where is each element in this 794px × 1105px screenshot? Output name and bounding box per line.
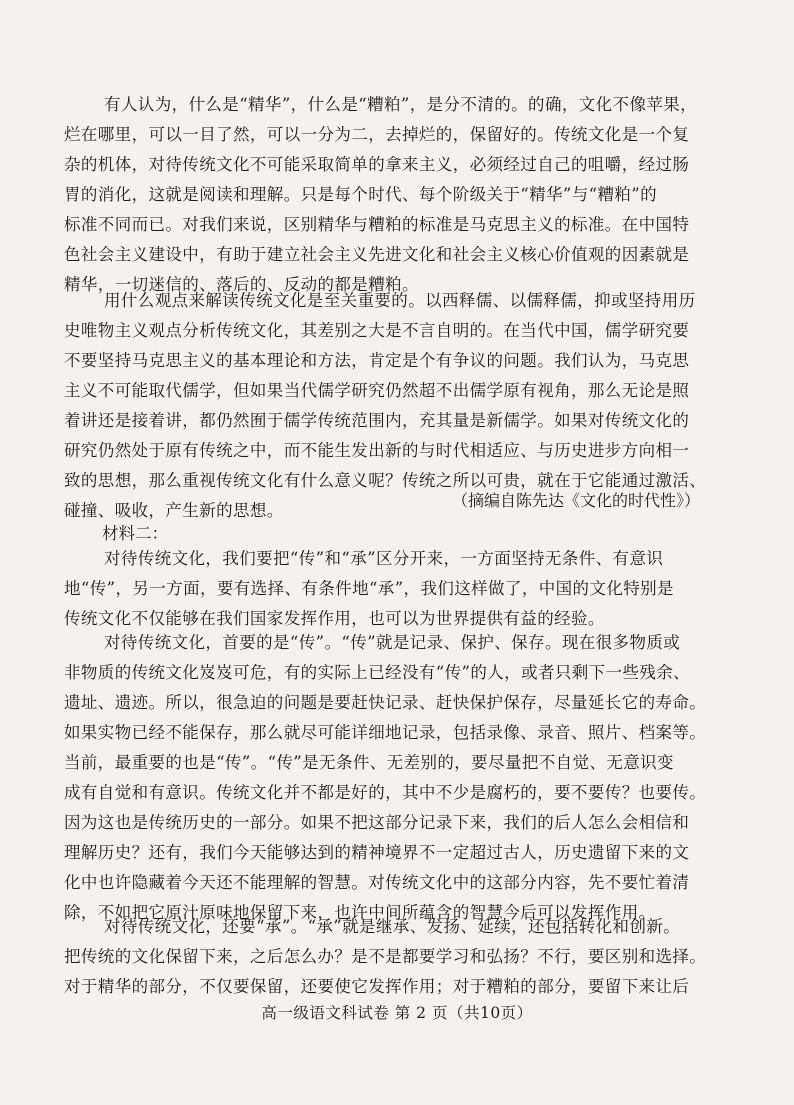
- text-line: 地“传”，另一方面，要有选择、有条件地“承”，我们这样做了，中国的文化特别是: [64, 579, 674, 598]
- page-footer: 高一级语文科试卷 第 2 页（共10页）: [261, 1004, 533, 1022]
- material-two-heading: 材料二：: [102, 524, 168, 543]
- text-line: 着讲还是接着讲，都仍然囿于儒学传统范围内，充其量是新儒学。如果对传统文化的: [64, 411, 690, 430]
- text-line: 杂的机体，对待传统文化不可能采取简单的拿来主义，必须经过自己的咀嚼，经过肠: [64, 155, 690, 174]
- text-line: 研究仍然处于原有传统之中，而不能生发出新的与时代相适应、与历史进步方向相一: [64, 441, 690, 460]
- text-line: 化中也许隐藏着今天还不能理解的智慧。对传统文化中的这部分内容，先不要忙着清: [64, 873, 690, 892]
- text-line: 成有自觉和有意识。传统文化并不都是好的，其中不少是腐朽的，要不要传？也要传。: [64, 783, 707, 802]
- text-line: 对待传统文化，我们要把“传”和“承”区分开来，一方面坚持无条件、有意识: [104, 549, 664, 568]
- paragraph-5: [64, 916, 707, 1006]
- text-line: 对待传统文化，还要“承”。“承”就是继承、发扬、延续，还包括转化和创新。: [104, 917, 681, 936]
- text-line: 标准不同而已。对我们来说，区别精华与糟粕的标准是马克思主义的标准。在中国特: [64, 215, 690, 234]
- text-line: 用什么观点来解读传统文化是至关重要的。以西释儒、以儒释儒，抑或坚持用历: [104, 291, 696, 310]
- text-line: 胃的消化，这就是阅读和理解。只是每个时代、每个阶级关于“精华”与“糟粕”的: [64, 185, 658, 204]
- text-line: 史唯物主义观点分析传统文化，其差别之大是不言自明的。在当代中国，儒学研究要: [64, 321, 690, 340]
- text-line: 有人认为，什么是“精华”，什么是“糟粕”，是分不清的。的确，文化不像苹果，: [104, 95, 698, 114]
- paragraph-3: [64, 548, 674, 638]
- text-line: 色社会主义建设中，有助于建立社会主义先进文化和社会主义核心价值观的因素就是: [64, 245, 690, 264]
- text-line: 对待传统文化，首要的是“传”。“传”就是记录、保护、保存。现在很多物质或: [104, 633, 681, 652]
- text-line: 主义不可能取代儒学，但如果当代儒学研究仍然超不出儒学原有视角，那么无论是照: [64, 381, 690, 400]
- text-line: 除，不如把它原汁原味地保留下来，也许中间所蕴含的智慧今后可以发挥作用。: [64, 903, 656, 922]
- text-line: 因为这也是传统历史的一部分。如果不把这部分记录下来，我们的后人怎么会相信和: [64, 813, 690, 832]
- text-line: 把传统的文化保留下来，之后怎么办？是不是都要学习和弘扬？不行，要区别和选择。: [64, 947, 707, 966]
- source-citation: （摘编自陈先达《文化的时代性》）: [451, 491, 700, 510]
- text-line: 精华，一切迷信的、落后的、反动的都是糟粕。: [64, 275, 419, 294]
- text-line: 不要坚持马克思主义的基本理论和方法，肯定是个有争议的问题。我们认为，马克思: [64, 351, 690, 370]
- text-line: 致的思想，那么重视传统文化有什么意义呢？传统之所以可贵，就在于它能通过激活、: [64, 471, 707, 490]
- paragraph-4: [64, 632, 707, 932]
- text-line: 传统文化不仅能够在我们国家发挥作用，也可以为世界提供有益的经验。: [64, 609, 605, 628]
- paragraph-1: [64, 94, 698, 304]
- text-line: 当前，最重要的也是“传”。“传”是无条件、无差别的，要尽量把不自觉、无意识变: [64, 753, 674, 772]
- text-line: 非物质的传统文化岌岌可危，有的实际上已经没有“传”的人，或者只剩下一些残余、: [64, 663, 691, 682]
- text-line: 如果实物已经不能保存，那么就尽可能详细地记录，包括录像、录音、照片、档案等。: [64, 723, 707, 742]
- text-line: 烂在哪里，可以一目了然，可以一分为二，去掉烂的，保留好的。传统文化是一个复: [64, 125, 690, 144]
- text-line: 对于精华的部分，不仅要保留，还要使它发挥作用；对于糟粕的部分，要留下来让后: [64, 977, 690, 996]
- text-line: 理解历史？还有，我们今天能够达到的精神境界不一定超过古人，历史遗留下来的文: [64, 843, 690, 862]
- text-line: 遗址、遗迹。所以，很急迫的问题是要赶快记录、赶快保护保存，尽量延长它的寿命。: [64, 693, 707, 712]
- text-line: 碰撞、吸收，产生新的思想。: [64, 501, 284, 520]
